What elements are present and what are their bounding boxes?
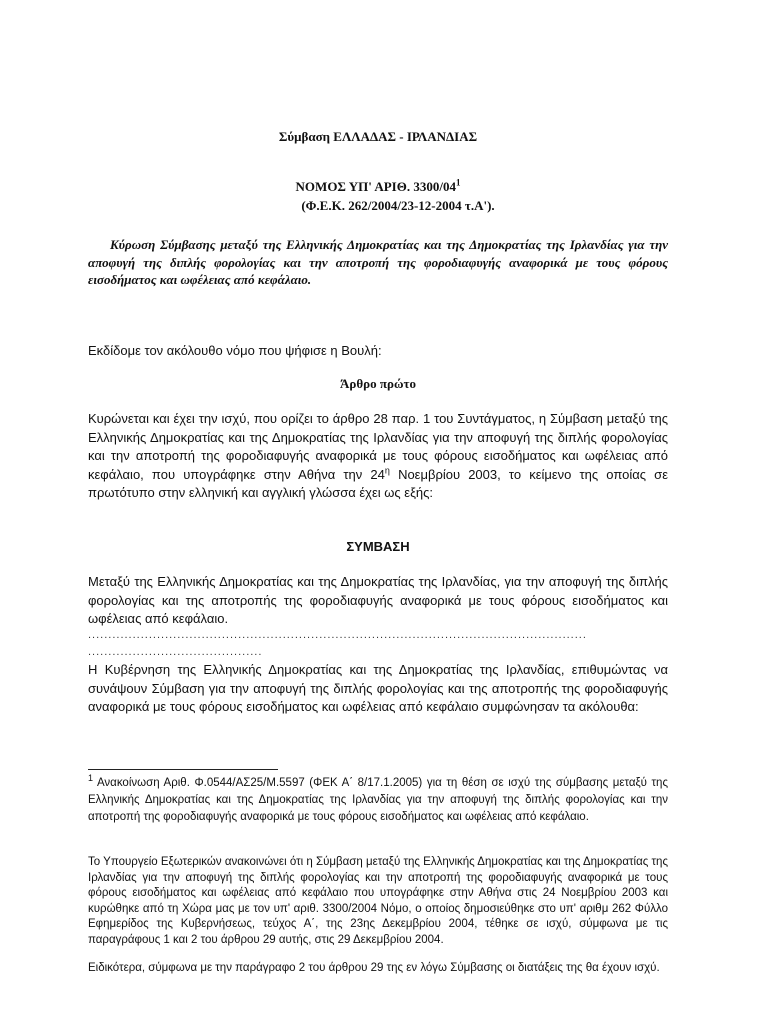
- article-paragraph: [88, 410, 668, 503]
- footnote-reference[interactable]: 1: [455, 177, 461, 188]
- convention-paragraph: Μεταξύ της Ελληνικής Δημοκρατίας και της Δημοκρατίας της Ιρλανδίας, για την αποφυγή της διπλής φορολογίας και της αποτροπής της φοροδιαφυγής αναφορικά με τους φόρους εισοδήματος και ωφέλειας από κεφάλαιο.: [88, 574, 668, 626]
- document-title: Σύμβαση ΕΛΛΑΔΑΣ - ΙΡΛΑΝΔΙΑΣ: [278, 129, 478, 144]
- law-number: [88, 179, 668, 195]
- footnote-separator: [88, 769, 278, 770]
- gazette-reference: (Φ.Ε.Κ. 262/2004/23-12-2004 τ.Α').: [301, 198, 495, 213]
- ellipsis-line: ...........................................................................................................................: [88, 629, 587, 641]
- footnote-mark: 1: [88, 773, 94, 784]
- law-summary: Κύρωση Σύμβασης μεταξύ της Ελληνικής Δημοκρατίας και της Δημοκρατίας της Ιρλανδίας για την αποφυγή της διπλής φορολογίας και την αποτροπή της φοροδιαφυγής αναφορικά με τους φόρους εισοδήματος και ωφέλειας από κεφάλαιο.: [88, 237, 668, 287]
- article-text-part-1: Κυρώνεται και έχει την ισχύ, που ορίζει το άρθρο 28 παρ. 1 του Συντάγματος, η Σύμβαση μεταξύ της Ελληνικής Δημοκρατίας και της Δημοκρατίας της Ιρλανδίας για την αποφυγή της διπλής φορολογίας και την αποτροπή της φοροδιαφυγής αναφορικά με τους φόρους εισοδήματος και ωφέλειας από κεφάλαιο, που υπογράφηκε στην Αθήνα την 24: [88, 411, 668, 482]
- ellipsis-line-short: ...........................................: [88, 646, 263, 658]
- promulgation-text: Εκδίδομε τον ακόλουθο νόμο που ψήφισε η Βουλή:: [88, 343, 382, 358]
- footnote-paragraph-2: Το Υπουργείο Εξωτερικών ανακοινώνει ότι η Σύμβαση μεταξύ της Ελληνικής Δημοκρατίας και της Δημοκρατίας της Ιρλανδίας για την αποφυγή της διπλής φορολογίας και την αποτροπή της φοροδιαφυγής αναφορικά με τους φόρους εισοδήματος και ωφέλειας από κεφάλαιο που υπογράφηκε στην Αθήνα στις 24 Νοεμβρίου 2003 και κυρώθηκε από τη Χώρα μας με τον υπ' αριθ. 3300/2004 Νόμο, ο οποίος δημοσιεύθηκε στο υπ' αριθμ 262 Φύλλο Εφημερίδος της Κυβερνήσεως, τεύχος Α΄, της 23ης Δεκεμβρίου 2004, τέθηκε σε ισχύ, σύμφωνα με τις παραγράφους 1 και 2 του άρθρου 29 αυτής, στις 29 Δεκεμβρίου 2004.: [88, 856, 668, 946]
- ordinal-superscript: η: [384, 465, 390, 476]
- article-text-part-2: Νοεμβρίου 2003, το κείμενο της οποίας σε πρωτότυπο στην ελληνική και αγγλική γλώσσα έχει ως εξής:: [88, 466, 669, 500]
- footnote-paragraph-1: [88, 775, 668, 826]
- preamble-paragraph: Η Κυβέρνηση της Ελληνικής Δημοκρατίας και της Δημοκρατίας της Ιρλανδίας, επιθυμώντας να συνάψουν Σύμβαση για την αποφυγή της διπλής φορολογίας και της αποτροπής της φοροδιαφυγής αναφορικά με τους φόρους εισοδήματος και ωφέλειας από κεφάλαιο συμφώνησαν τα ακόλουθα:: [88, 662, 668, 714]
- law-number-text: ΝΟΜΟΣ ΥΠ' ΑΡΙΘ. 3300/04: [295, 179, 456, 194]
- article-heading: Άρθρο πρώτο: [340, 376, 416, 391]
- footnote-text-1: Ανακοίνωση Αριθ. Φ.0544/ΑΣ25/Μ.5597 (ΦΕΚ Α΄ 8/17.1.2005) για τη θέση σε ισχύ της σύμβασης μεταξύ της Ελληνικής Δημοκρατίας και της Δημοκρατίας της Ιρλανδίας για την αποφυγή της διπλής φορολογίας και την αποτροπή της φοροδιαφυγής αναφορικά με τους φόρους εισοδήματος και ωφέλειας από κεφάλαιο.: [88, 777, 668, 823]
- convention-heading: ΣΥΜΒΑΣΗ: [346, 539, 410, 554]
- footnote-paragraph-3: Ειδικότερα, σύμφωνα με την παράγραφο 2 του άρθρου 29 της εν λόγω Σύμβασης οι διατάξεις της θα έχουν ισχύ.: [88, 962, 660, 974]
